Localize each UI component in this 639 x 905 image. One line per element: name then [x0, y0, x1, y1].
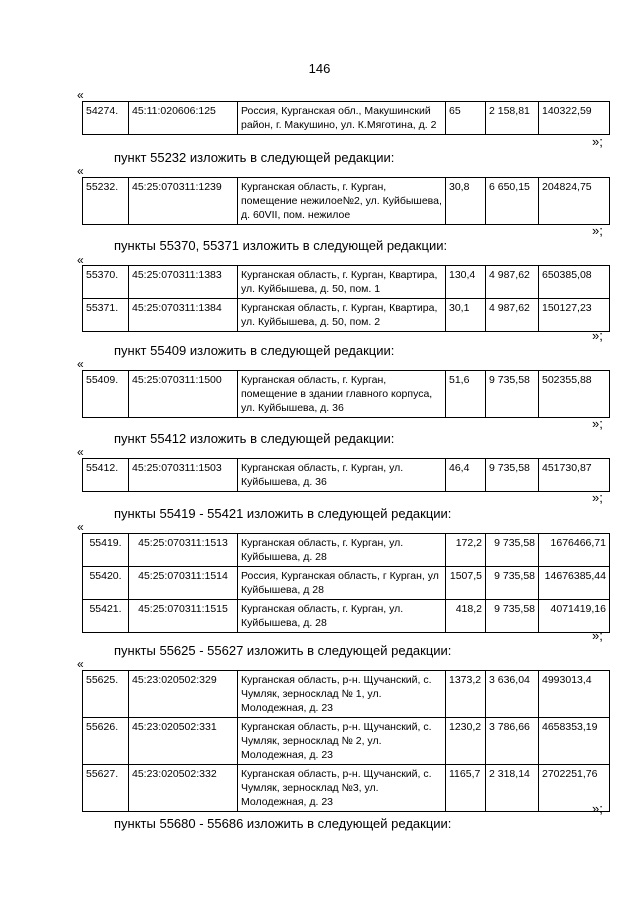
property-table	[82, 458, 610, 492]
item-number: 55409.	[83, 371, 129, 418]
open-quote: «	[77, 445, 84, 459]
area: 30,8	[446, 178, 486, 225]
value: 502355,88	[539, 371, 610, 418]
property-table	[82, 533, 610, 633]
section-heading: пункты 55625 - 55627 изложить в следующей редакции:	[114, 643, 452, 658]
property-table	[82, 265, 610, 332]
open-quote: «	[77, 88, 84, 102]
table-row	[83, 765, 610, 812]
address: Курганская область, г. Курган, помещение в здании главного корпуса, ул. Куйбышева, д. 36	[238, 371, 446, 418]
value: 4071419,16	[539, 600, 610, 633]
area: 51,6	[446, 371, 486, 418]
value: 140322,59	[539, 102, 610, 135]
cadastral-number: 45:25:070311:1515	[129, 600, 238, 633]
value: 14676385,44	[539, 567, 610, 600]
cadastral-number: 45:25:070311:1513	[129, 534, 238, 567]
table-row	[83, 671, 610, 718]
item-number: 55625.	[83, 671, 129, 718]
item-number: 54274.	[83, 102, 129, 135]
close-quote: »;	[592, 134, 603, 149]
rate: 4 987,62	[486, 266, 539, 299]
address: Курганская область, г. Курган, Квартира, ул. Куйбышева, д. 50, пом. 1	[238, 266, 446, 299]
rate: 9 735,58	[486, 600, 539, 633]
table-row	[83, 567, 610, 600]
table-row	[83, 178, 610, 225]
cadastral-number: 45:11:020606:125	[129, 102, 238, 135]
address: Россия, Курганская область, г Курган, ул Куйбышева, д 28	[238, 567, 446, 600]
address: Курганская область, р-н. Щучанский, с. Чумляк, зерносклад № 1, ул. Молодежная, д. 23	[238, 671, 446, 718]
item-number: 55420.	[83, 567, 129, 600]
close-quote: »;	[592, 328, 603, 343]
table-row	[83, 299, 610, 332]
page-number: 146	[308, 61, 331, 76]
item-number: 55370.	[83, 266, 129, 299]
rate: 2 158,81	[486, 102, 539, 135]
value: 650385,08	[539, 266, 610, 299]
close-quote: »;	[592, 628, 603, 643]
rate: 3 786,66	[486, 718, 539, 765]
open-quote: «	[77, 520, 84, 534]
section-heading: пункт 55412 изложить в следующей редакции:	[114, 431, 395, 446]
cadastral-number: 45:23:020502:329	[129, 671, 238, 718]
item-number: 55626.	[83, 718, 129, 765]
address: Курганская область, г. Курган, ул. Куйбышева, д. 28	[238, 600, 446, 633]
area: 130,4	[446, 266, 486, 299]
rate: 9 735,58	[486, 534, 539, 567]
open-quote: «	[77, 357, 84, 371]
address: Курганская область, г. Курган, ул. Куйбышева, д. 36	[238, 459, 446, 492]
section-heading: пункт 55232 изложить в следующей редакции:	[114, 150, 395, 165]
rate: 9 735,58	[486, 371, 539, 418]
area: 30,1	[446, 299, 486, 332]
value: 2702251,76	[539, 765, 610, 812]
close-quote: »;	[592, 490, 603, 505]
table-row	[83, 600, 610, 633]
item-number: 55419.	[83, 534, 129, 567]
value: 1676466,71	[539, 534, 610, 567]
cadastral-number: 45:25:070311:1514	[129, 567, 238, 600]
property-table	[82, 101, 610, 135]
section-heading: пункт 55409 изложить в следующей редакции:	[114, 343, 395, 358]
property-table	[82, 670, 610, 812]
rate: 6 650,15	[486, 178, 539, 225]
value: 204824,75	[539, 178, 610, 225]
value: 4993013,4	[539, 671, 610, 718]
area: 46,4	[446, 459, 486, 492]
area: 1165,7	[446, 765, 486, 812]
rate: 4 987,62	[486, 299, 539, 332]
cadastral-number: 45:23:020502:331	[129, 718, 238, 765]
rate: 2 318,14	[486, 765, 539, 812]
address: Курганская область, р-н. Щучанский, с. Чумляк, зерносклад № 2, ул. Молодежная, д. 23	[238, 718, 446, 765]
address: Курганская область, г. Курган, помещение нежилое№2, ул. Куйбышева, д. 60VII, пом. нежилое	[238, 178, 446, 225]
close-quote: »;	[592, 416, 603, 431]
cadastral-number: 45:25:070311:1500	[129, 371, 238, 418]
cadastral-number: 45:25:070311:1384	[129, 299, 238, 332]
area: 1507,5	[446, 567, 486, 600]
property-table	[82, 177, 610, 225]
value: 150127,23	[539, 299, 610, 332]
rate: 3 636,04	[486, 671, 539, 718]
address: Курганская область, г. Курган, Квартира, ул. Куйбышева, д. 50, пом. 2	[238, 299, 446, 332]
item-number: 55232.	[83, 178, 129, 225]
cadastral-number: 45:25:070311:1383	[129, 266, 238, 299]
table-row	[83, 371, 610, 418]
table-row	[83, 534, 610, 567]
address: Россия, Курганская обл., Макушинский район, г. Макушино, ул. К.Мяготина, д. 2	[238, 102, 446, 135]
section-heading: пункты 55680 - 55686 изложить в следующей редакции:	[114, 816, 452, 831]
value: 4658353,19	[539, 718, 610, 765]
item-number: 55421.	[83, 600, 129, 633]
cadastral-number: 45:25:070311:1503	[129, 459, 238, 492]
area: 1230,2	[446, 718, 486, 765]
section-heading: пункты 55419 - 55421 изложить в следующей редакции:	[114, 506, 452, 521]
area: 172,2	[446, 534, 486, 567]
address: Курганская область, г. Курган, ул. Куйбышева, д. 28	[238, 534, 446, 567]
close-quote: »;	[592, 223, 603, 238]
rate: 9 735,58	[486, 567, 539, 600]
open-quote: «	[77, 253, 84, 267]
cadastral-number: 45:23:020502:332	[129, 765, 238, 812]
area: 418,2	[446, 600, 486, 633]
table-row	[83, 266, 610, 299]
open-quote: «	[77, 657, 84, 671]
rate: 9 735,58	[486, 459, 539, 492]
section-heading: пункты 55370, 55371 изложить в следующей редакции:	[114, 238, 448, 253]
value: 451730,87	[539, 459, 610, 492]
table-row	[83, 718, 610, 765]
open-quote: «	[77, 164, 84, 178]
close-quote: »;	[592, 801, 603, 816]
cadastral-number: 45:25:070311:1239	[129, 178, 238, 225]
area: 65	[446, 102, 486, 135]
property-table	[82, 370, 610, 418]
item-number: 55627.	[83, 765, 129, 812]
item-number: 55371.	[83, 299, 129, 332]
item-number: 55412.	[83, 459, 129, 492]
table-row	[83, 459, 610, 492]
address: Курганская область, р-н. Щучанский, с. Чумляк, зерносклад №3, ул. Молодежная, д. 23	[238, 765, 446, 812]
table-row	[83, 102, 610, 135]
area: 1373,2	[446, 671, 486, 718]
